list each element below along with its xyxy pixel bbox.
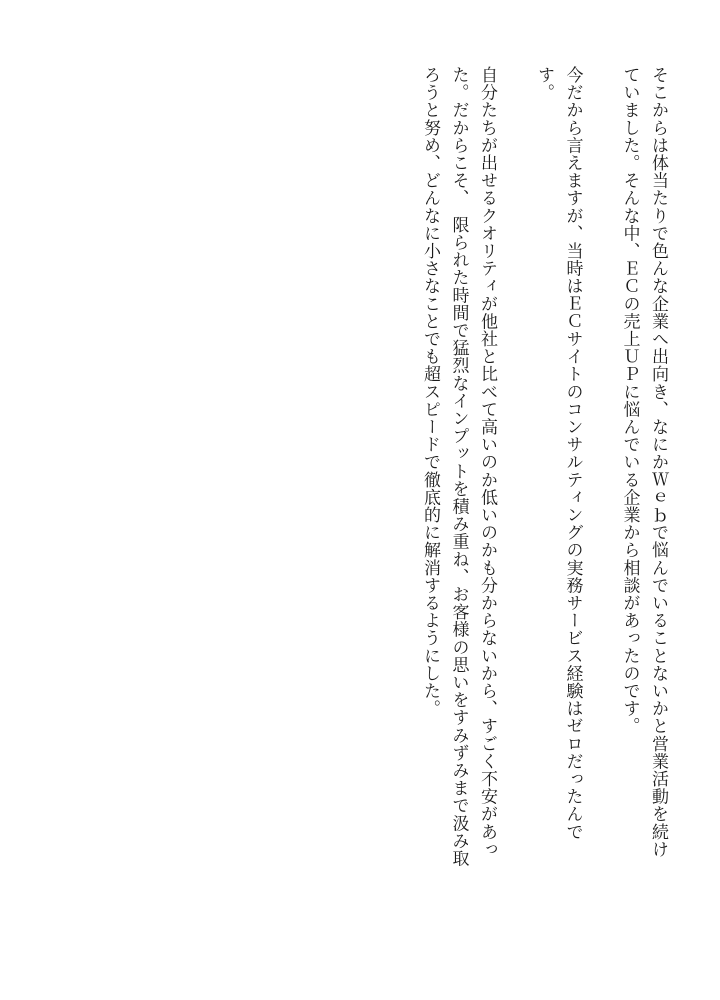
text-column: そこからは体当たりで色んな企業へ出向き、なにかＷｅｂで悩んでいることないかと営業活動を続け: [648, 66, 668, 858]
text-column: 今だから言えますが、当時はＥＣサイトのコンサルティングの実務サービス経験はゼロだったんで: [562, 66, 583, 841]
text-column: ていました。そんな中、ＥＣの売上ＵＰに悩んでいる企業から相談があったのです。: [619, 66, 640, 735]
text-column: た。だからこそ、 限られた時間で猛烈なインプットを積み重ね、お客様の思いをすみずみまで汲み取: [448, 66, 469, 868]
vertical-text-body: [416, 66, 673, 946]
text-column: ろうと努め、どんなに小さなことでも超スピードで徹底的に解消するようにした。: [420, 66, 440, 718]
text-column: 自分たちが出せるクオリティが他社と比べて高いのか低いのかも分からないから、すごく不安があっ: [477, 66, 497, 858]
text-column: す。: [534, 66, 554, 102]
paragraph-gap: [587, 66, 616, 946]
paragraph-gap: [501, 66, 530, 946]
